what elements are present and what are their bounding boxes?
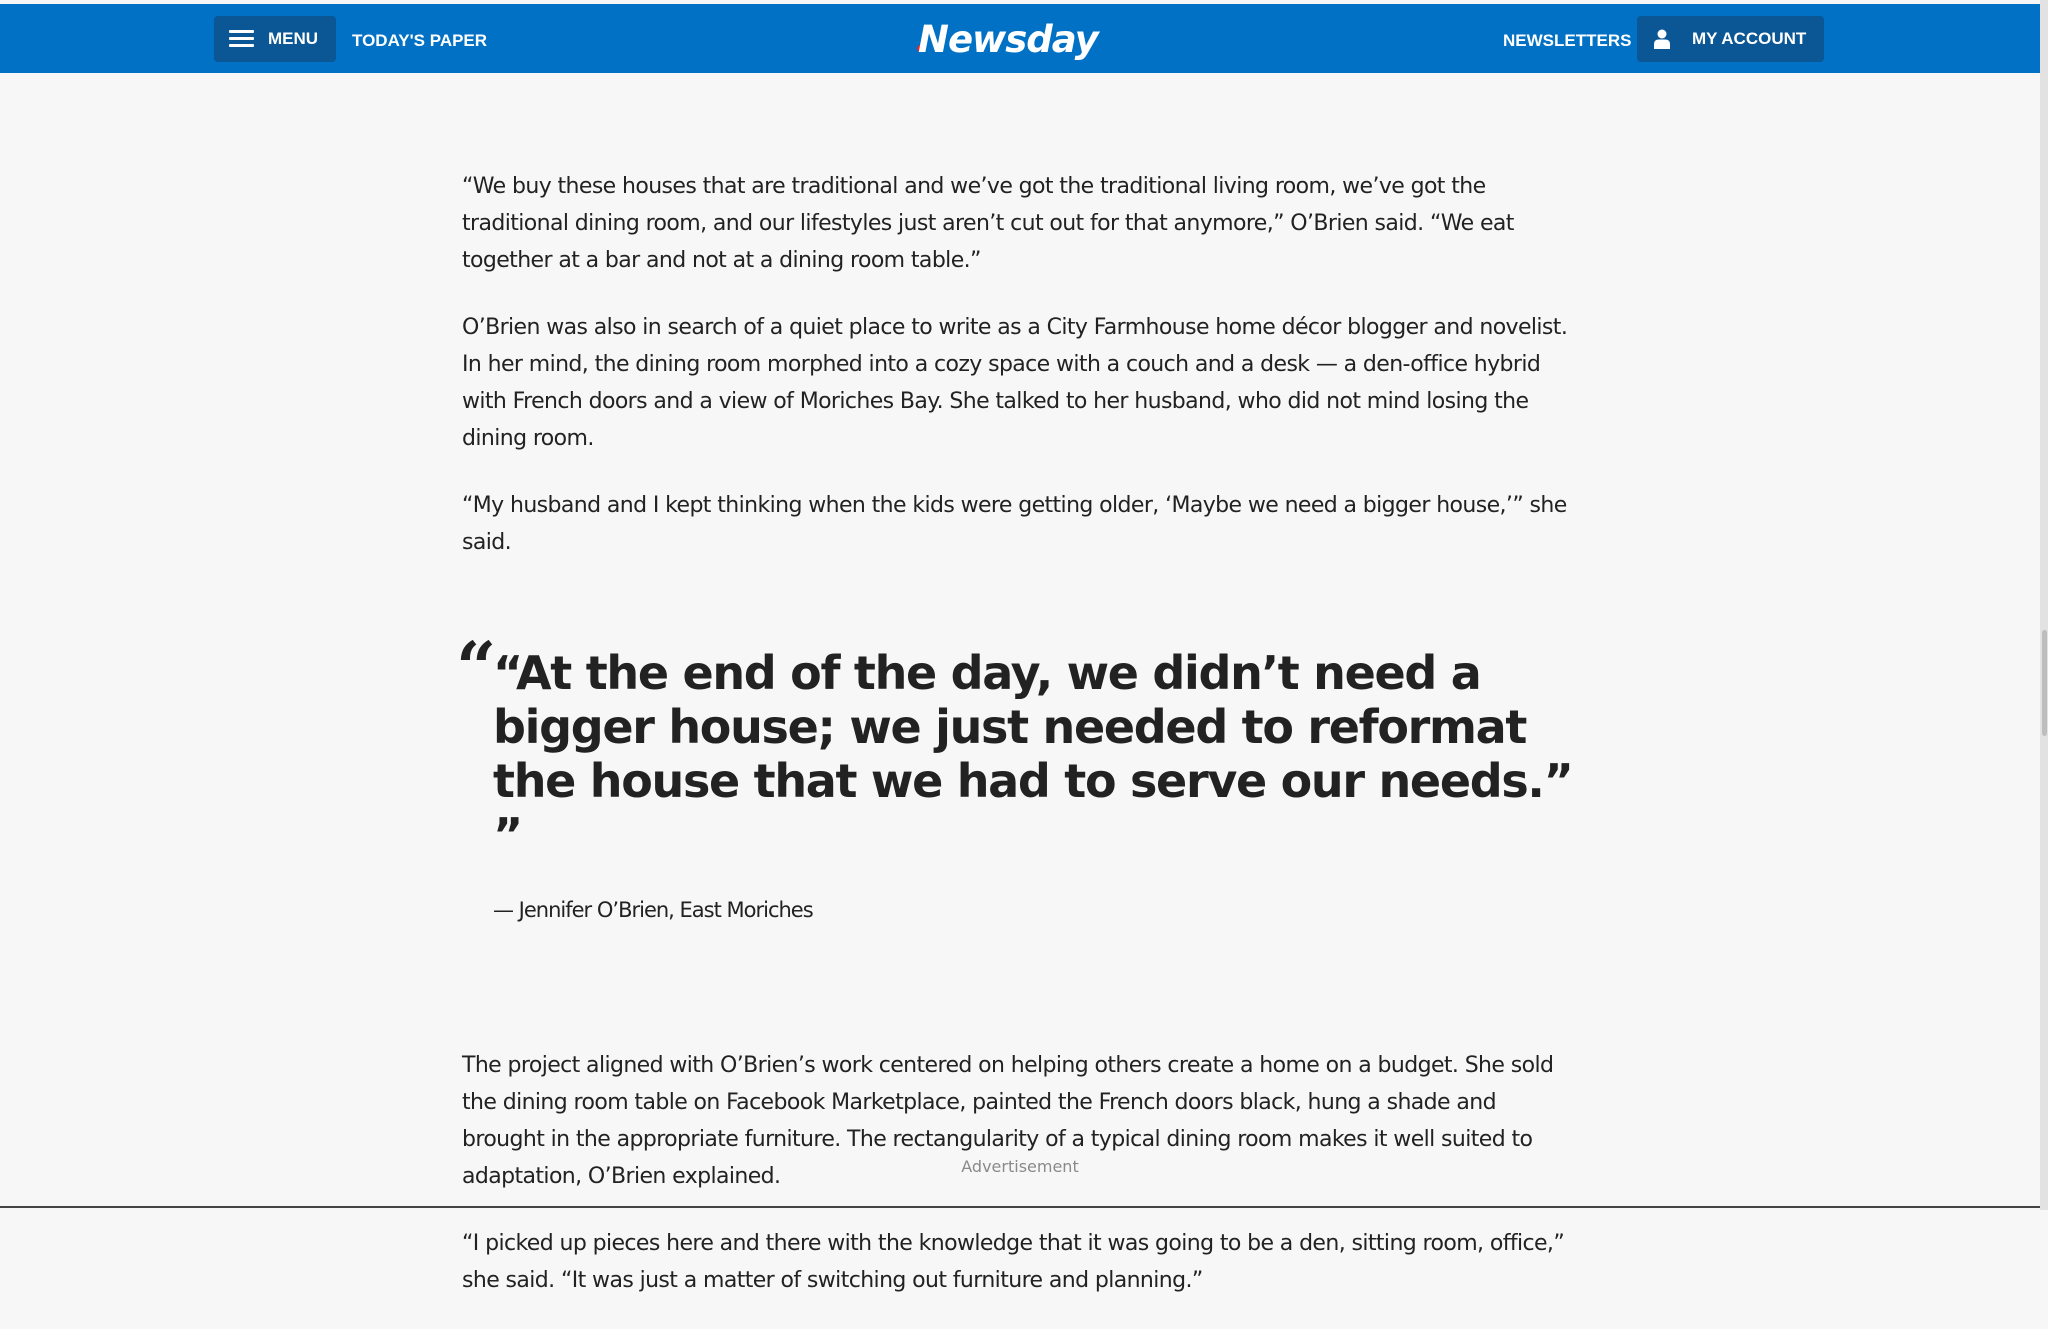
article-body	[456, 168, 1577, 1329]
pull-quote	[456, 626, 1577, 922]
pull-quote-text: “At the end of the day, we didn’t need a bigger house; we just needed to reformat the house that we had to serve our needs.” ”	[493, 646, 1573, 862]
article-paragraph: “My husband and I kept thinking when the kids were getting older, ‘Maybe we need a bigger house,’” she said.	[462, 493, 1567, 555]
menu-button[interactable]	[214, 16, 336, 62]
top-navigation-bar	[0, 4, 2040, 73]
my-account-button[interactable]	[1637, 16, 1824, 62]
article-paragraph: O’Brien was also in search of a quiet place to write as a City Farmhouse home décor blogger and novelist. In her mind, the dining room morphed into a cozy space with a couch and a desk — a den-office hybrid with French doors and a view of Moriches Bay. She talked to her husband, who did not mind losing the dining room.	[462, 315, 1568, 451]
divider	[0, 1206, 2040, 1208]
menu-label: MENU	[268, 29, 319, 48]
quote-mark-icon: “	[456, 626, 497, 709]
todays-paper-link[interactable]: TODAY'S PAPER	[352, 31, 488, 50]
hamburger-icon	[229, 30, 254, 48]
article-paragraph: “We buy these houses that are traditional and we’ve got the traditional living room, we’ve got the traditional dining room, and our lifestyles just aren’t cut out for that anymore,” O’Brien said. “We eat together at a bar and not at a dining room table.”	[462, 174, 1514, 273]
user-icon	[1654, 29, 1670, 49]
advertisement-label: Advertisement	[961, 1157, 1079, 1176]
newsletters-link[interactable]: NEWSLETTERS	[1503, 31, 1632, 50]
scrollbar-thumb[interactable]	[2042, 630, 2047, 736]
scrollbar[interactable]	[2040, 0, 2048, 1210]
pull-quote-attribution: — Jennifer O’Brien, East Moriches	[493, 898, 813, 922]
article-paragraph: “I picked up pieces here and there with the knowledge that it was going to be a den, sitting room, office,” she said. “It was just a matter of switching out furniture and planning.”	[462, 1231, 1565, 1293]
article-paragraph: The project aligned with O’Brien’s work centered on helping others create a home on a budget. She sold the dining room table on Facebook Marketplace, painted the French doors black, hung a shade and brought in the appropriate furniture. The rectangularity of a typical dining room makes it well suited to adaptation, O’Brien explained.	[462, 1053, 1554, 1189]
newsday-logo[interactable]: Newsday	[918, 18, 1098, 61]
my-account-label: MY ACCOUNT	[1692, 29, 1807, 48]
